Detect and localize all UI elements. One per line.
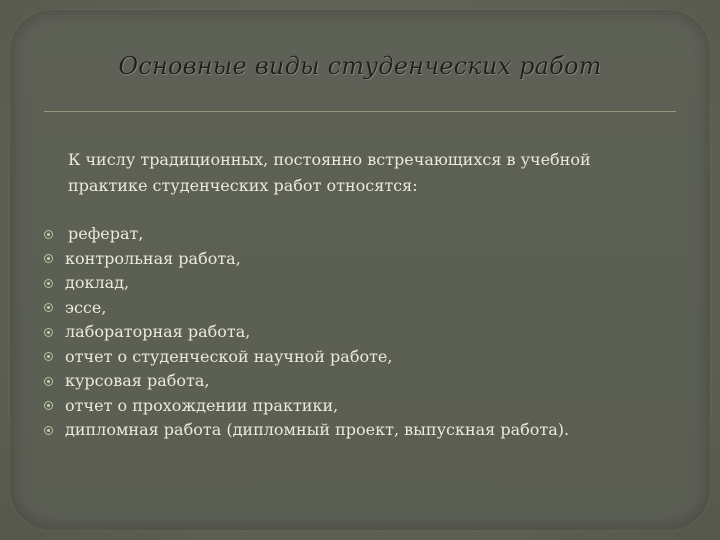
list-item-label: лабораторная работа, <box>65 322 251 342</box>
list-item-label: дипломная работа (дипломный проект, выпускная работа). <box>65 420 570 440</box>
list-item <box>44 394 684 419</box>
circle-bullet-icon <box>44 230 53 239</box>
list-item <box>44 271 684 296</box>
list-item-label: отчет о студенческой научной работе, <box>65 346 393 366</box>
list-item <box>44 296 684 321</box>
list-item-label: отчет о прохождении практики, <box>65 395 339 415</box>
circle-bullet-icon <box>44 426 53 435</box>
circle-bullet-icon <box>44 279 53 288</box>
list-item <box>44 418 684 443</box>
circle-bullet-icon <box>44 401 53 410</box>
list-item-label: доклад, <box>65 273 130 293</box>
list-item-label: курсовая работа, <box>65 371 210 391</box>
list-item <box>44 369 684 394</box>
list-item-label: эссе, <box>65 297 107 317</box>
intro-paragraph <box>68 147 658 199</box>
circle-bullet-icon <box>44 303 53 312</box>
list-item <box>44 247 684 272</box>
list-item-label: реферат, <box>68 224 144 244</box>
title-divider <box>44 111 676 112</box>
list-item <box>44 222 684 247</box>
intro-line-1: К числу традиционных, постоянно встречающихся в учебной <box>68 150 591 169</box>
circle-bullet-icon <box>44 328 53 337</box>
intro-line-2: практике студенческих работ относятся: <box>68 176 418 195</box>
work-types-list <box>44 222 684 443</box>
list-item <box>44 345 684 370</box>
list-item <box>44 320 684 345</box>
circle-bullet-icon <box>44 377 53 386</box>
list-item-label: контрольная работа, <box>65 248 241 268</box>
slide-title: Основные виды студенческих работ <box>118 52 602 80</box>
circle-bullet-icon <box>44 254 53 263</box>
circle-bullet-icon <box>44 352 53 361</box>
